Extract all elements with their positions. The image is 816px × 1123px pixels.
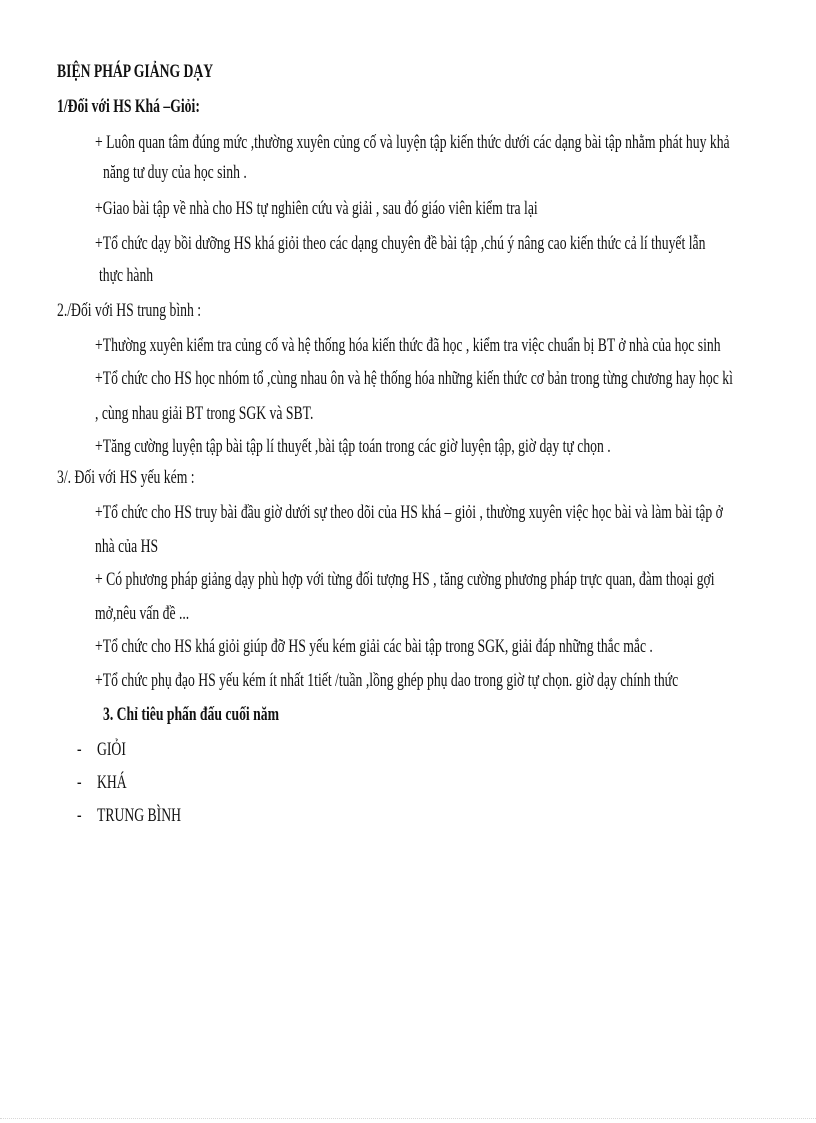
section3-item4: +Tổ chức phụ đạo HS yếu kém ít nhất 1tiết /tuần ,lồng ghép phụ dao trong giờ tự chọn. giờ dạy chính thức — [95, 670, 679, 691]
section2-item1: +Thường xuyên kiểm tra củng cố và hệ thống hóa kiến thức đã học , kiểm tra việc chuẩn bị BT ở nhà của học sinh — [95, 335, 721, 356]
section3-item2-line1: + Có phương pháp giảng dạy phù hợp với từng đối tượng HS , tăng cường phương pháp trực quan, đàm thoại gợi — [95, 569, 715, 590]
targets-bullet: - — [77, 739, 82, 760]
targets-bullet: - — [77, 772, 82, 793]
section1-item2: +Giao bài tập về nhà cho HS tự nghiên cứu và giải , sau đó giáo viên kiểm tra lại — [95, 198, 538, 219]
section1-item3-line2: thực hành — [99, 265, 154, 286]
section2-item2-line1: +Tổ chức cho HS học nhóm tổ ,cùng nhau ôn và hệ thống hóa những kiến thức cơ bản trong từng chương hay học kì — [95, 368, 733, 389]
section3-heading: 3/. Đối với HS yếu kém : — [57, 467, 195, 488]
section2-item3: +Tăng cường luyện tập bài tập lí thuyết ,bài tập toán trong các giờ luyện tập, giờ dạy tự chọn . — [95, 436, 611, 457]
section3-item3: +Tổ chức cho HS khá giỏi giúp đỡ HS yếu kém giải các bài tập trong SGK, giải đáp những thắc mắc . — [95, 636, 653, 657]
section2-heading: 2./Đối với HS trung bình : — [57, 300, 202, 321]
section1-item1-line1: + Luôn quan tâm đúng mức ,thường xuyên củng cố và luyện tập kiến thức dưới các dạng bài tập nhằm phát huy khả — [95, 132, 730, 153]
targets-item-trung-binh: TRUNG BÌNH — [97, 805, 181, 826]
section3-item1-line1: +Tổ chức cho HS truy bài đầu giờ dưới sự theo dõi của HS khá – giỏi , thường xuyên việc học bài và làm bài tập ở — [95, 502, 723, 523]
targets-bullet: - — [77, 805, 82, 826]
targets-item-gioi: GIỎI — [97, 739, 126, 760]
document-title: BIỆN PHÁP GIẢNG DẠY — [57, 61, 214, 82]
section1-item3-line1: +Tổ chức dạy bồi dưỡng HS khá giỏi theo các dạng chuyên đề bài tập ,chú ý nâng cao kiến thức cả lí thuyết lẫn — [95, 233, 706, 254]
section1-item1-line2: năng tư duy của học sinh . — [103, 162, 247, 183]
section3-item1-line2: nhà của HS — [95, 536, 159, 557]
section1-heading: 1/Đối với HS Khá –Giỏi: — [57, 96, 200, 117]
section3-item2-line2: mở,nêu vấn đề ... — [95, 603, 190, 624]
targets-item-kha: KHÁ — [97, 772, 127, 793]
section2-item2-line2: , cùng nhau giải BT trong SGK và SBT. — [95, 403, 314, 424]
page-bottom-border — [0, 1118, 816, 1120]
targets-heading: 3. Chỉ tiêu phấn đấu cuối năm — [103, 704, 279, 725]
